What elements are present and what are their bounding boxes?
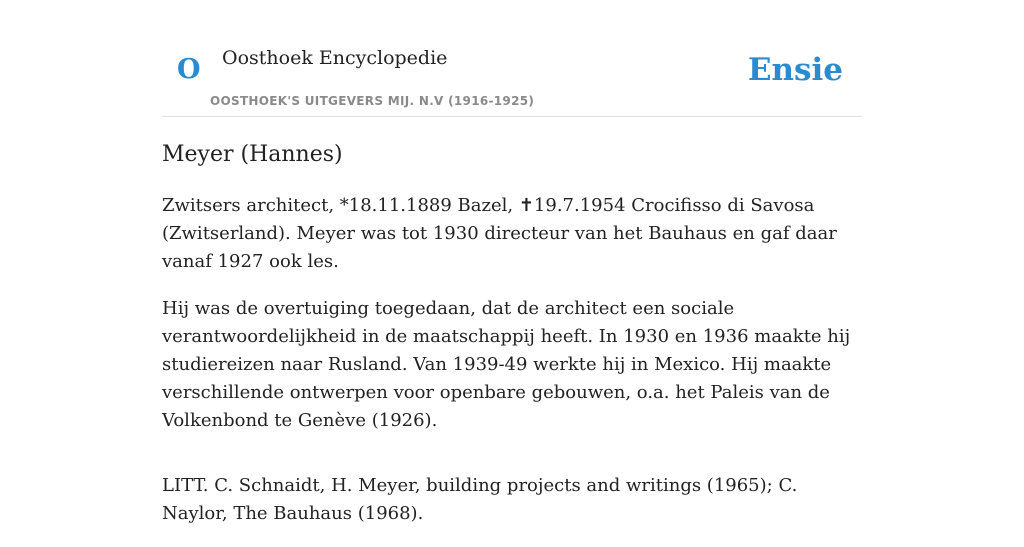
entry-literature: LITT. C. Schnaidt, H. Meyer, building projects and writings (1965); C. Naylor, The Bauhaus (1968). bbox=[162, 475, 798, 524]
entry-title: Meyer (Hannes) bbox=[162, 142, 343, 167]
source-title-link[interactable]: Oosthoek Encyclopedie bbox=[222, 47, 448, 69]
source-subtitle: OOSTHOEK'S UITGEVERS MIJ. N.V (1916-1925) bbox=[210, 94, 535, 108]
source-logo[interactable]: O bbox=[177, 54, 201, 85]
source-header bbox=[162, 0, 862, 117]
ensie-brand-logo[interactable]: Ensie bbox=[747, 52, 843, 88]
entry-paragraph: Hij was de overtuiging toegedaan, dat de architect een sociale verantwoordelijkheid in de maatschappij heeft. In 1930 en 1936 maakte hij studiereizen naar Rusland. Van 1939-49 werkte hij in Mexico. Hij maakte verschillende ontwerpen voor openbare gebouwen, o.a. het Paleis van de Volkenbond te Genève (1926). bbox=[162, 298, 851, 431]
entry-body bbox=[162, 192, 862, 547]
entry-paragraph: Zwitsers architect, *18.11.1889 Bazel, ✝19.7.1954 Crocifisso di Savosa (Zwitserland). Meyer was tot 1930 directeur van het Bauhaus en gaf daar vanaf 1927 ook les. bbox=[162, 195, 837, 272]
page bbox=[162, 0, 862, 524]
